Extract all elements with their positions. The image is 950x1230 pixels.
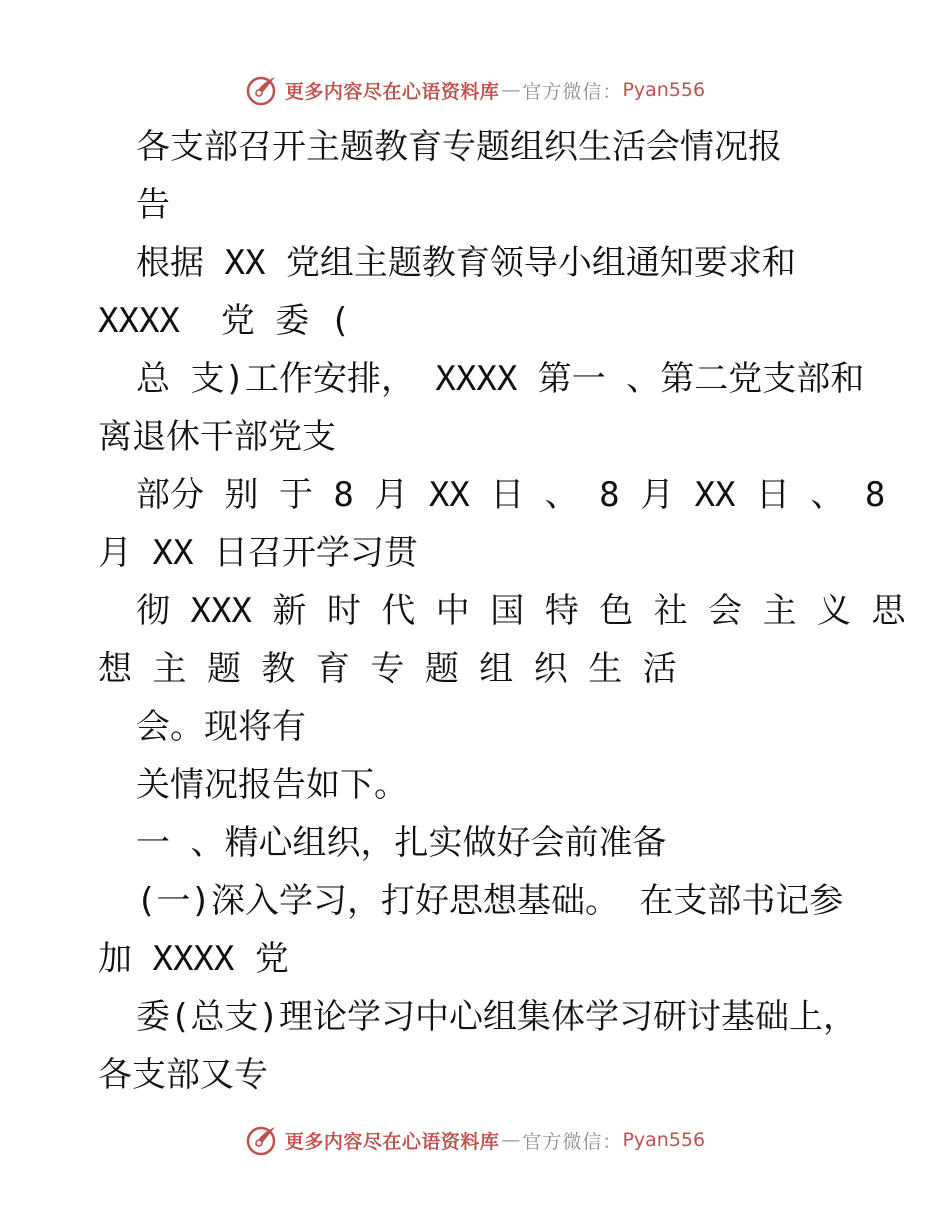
doc-paragraph-line: 彻 XXX 新 时 代 中 国 特 色 社 会 主 义 思 xyxy=(136,591,906,631)
banner-wechat-id: Pyan556 xyxy=(622,1129,706,1151)
header-watermark-banner xyxy=(0,70,950,110)
banner-wechat-id: Pyan556 xyxy=(622,79,706,101)
banner-official-label: 官方微信： xyxy=(522,80,623,103)
doc-title-line-1: 各支部召开主题教育专题组织生活会情况报 xyxy=(136,127,782,167)
doc-paragraph-line: 关情况报告如下。 xyxy=(136,765,408,805)
doc-paragraph-line: 各支部又专 xyxy=(98,1055,268,1095)
doc-paragraph-line: 离退休干部党支 xyxy=(98,417,336,457)
doc-paragraph-line: 想 主 题 教 育 专 题 组 织 生 活 xyxy=(98,649,677,689)
doc-paragraph-line: 会。现将有 xyxy=(136,707,306,747)
doc-paragraph-line: (一)深入学习，打好思想基础。 在支部书记参 xyxy=(136,881,844,921)
banner-site-name: 更多内容尽在心语资料库 xyxy=(284,80,500,103)
doc-paragraph-line: 月 XX 日召开学习贯 xyxy=(98,533,418,573)
banner-dash: — xyxy=(501,79,521,101)
doc-title-line-2: 告 xyxy=(136,185,170,225)
doc-paragraph-line: 委(总支)理论学习中心组集体学习研讨基础上， xyxy=(136,997,857,1037)
quill-logo-icon xyxy=(245,1123,279,1157)
banner-official-label: 官方微信： xyxy=(522,1130,623,1153)
document-body xyxy=(98,118,906,1104)
doc-paragraph-line: 部分 别 于 8 月 XX 日 、 8 月 XX 日 、 8 xyxy=(136,475,886,515)
doc-paragraph-line: XXXX 党 委 ( xyxy=(98,301,351,341)
doc-paragraph-line: 总 支)工作安排， XXXX 第一 、第二党支部和 xyxy=(136,359,865,399)
doc-paragraph-line: 加 XXXX 党 xyxy=(98,939,289,979)
banner-dash: — xyxy=(501,1129,521,1151)
doc-section-heading: 一 、精心组织，扎实做好会前准备 xyxy=(136,823,667,863)
doc-paragraph-line: 根据 XX 党组主题教育领导小组通知要求和 xyxy=(136,243,796,283)
footer-watermark-banner xyxy=(0,1120,950,1160)
banner-site-name: 更多内容尽在心语资料库 xyxy=(284,1130,500,1153)
quill-logo-icon xyxy=(245,73,279,107)
